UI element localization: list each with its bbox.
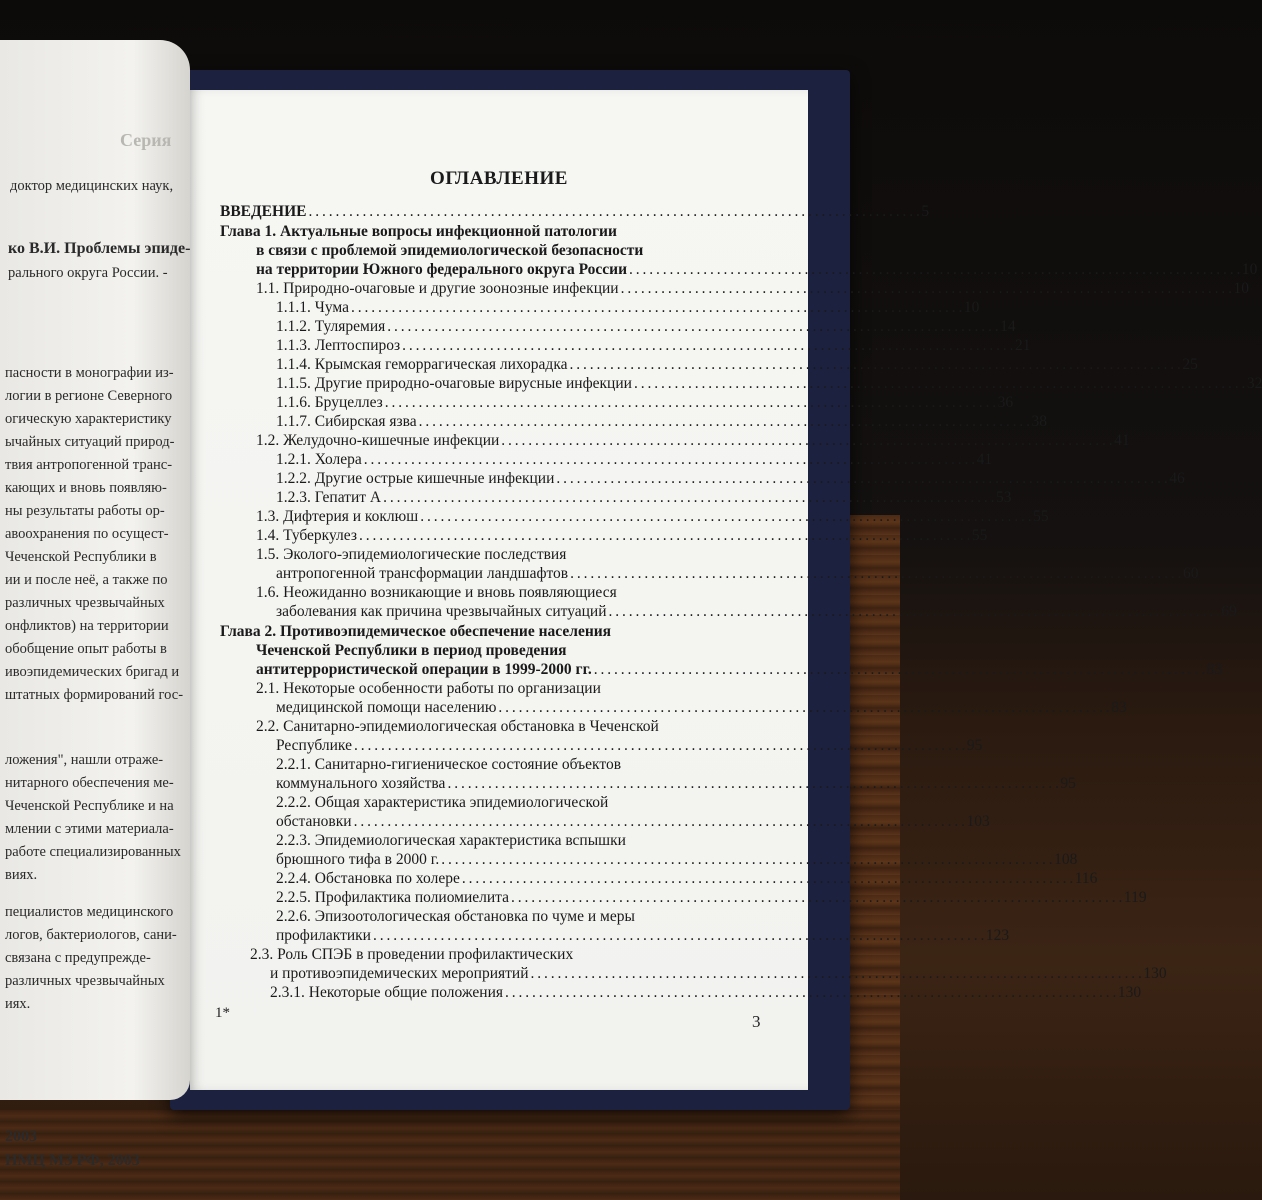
toc-entry-title: обстановки xyxy=(276,813,352,830)
toc-entry[interactable] xyxy=(276,317,1016,336)
toc-dot-leader xyxy=(354,812,965,831)
toc-dot-leader xyxy=(556,469,1167,488)
left-page-line: 2003 xyxy=(5,1128,37,1145)
toc-entry-title: 1.2.2. Другие острые кишечные инфекции xyxy=(276,470,555,487)
toc-dot-leader xyxy=(383,488,994,507)
toc-entry[interactable] xyxy=(276,736,983,755)
toc-entry-title: коммунального хозяйства xyxy=(276,775,446,792)
left-page-line: твия антропогенной транс- xyxy=(5,457,173,473)
toc-entry-page: 55 xyxy=(971,527,988,544)
toc-entry[interactable] xyxy=(276,869,1098,888)
toc-entry-page: 41 xyxy=(1114,432,1130,449)
signature-mark: 1* xyxy=(215,1005,230,1021)
toc-heading-line: 2.2.6. Эпизоотологическая обстановка по чуме и меры xyxy=(276,908,635,925)
toc-dot-leader xyxy=(609,602,1220,621)
toc-dot-leader xyxy=(359,526,970,545)
toc-entry-page: 55 xyxy=(1033,508,1049,525)
toc-dot-leader xyxy=(498,698,1109,717)
toc-dot-leader xyxy=(387,317,998,336)
left-page-line: ложения", нашли отраже- xyxy=(5,752,164,768)
toc-entry-page: 32 xyxy=(1246,375,1262,392)
toc-entry-page: 38 xyxy=(1031,413,1047,430)
toc-entry-title: 1.1.5. Другие природно-очаговые вирусные инфекции xyxy=(276,375,632,392)
toc-entry[interactable] xyxy=(276,488,1012,507)
toc-heading-line: Чеченской Республики в период проведения xyxy=(256,642,567,659)
toc-entry-page: 41 xyxy=(976,451,993,468)
left-page-line: Серия xyxy=(120,130,172,150)
toc-dot-leader xyxy=(594,660,1205,679)
left-page-line: кающих и вновь появляю- xyxy=(5,480,167,496)
toc-entry[interactable] xyxy=(276,393,1014,412)
toc-entry-page: 10 xyxy=(1241,261,1258,278)
toc-entry-page: 83 xyxy=(1206,661,1223,678)
toc-entry-page: 10 xyxy=(963,299,980,316)
toc-entry[interactable] xyxy=(276,412,1047,431)
toc-heading-line: 2.2.1. Санитарно-гигиеническое состояние объектов xyxy=(276,756,622,773)
toc-entry[interactable] xyxy=(276,450,993,469)
toc-entry[interactable] xyxy=(276,812,990,831)
toc-heading-line: 2.3. Роль СПЭБ в проведении профилактических xyxy=(250,946,574,963)
toc-entry-page: 46 xyxy=(1169,470,1185,487)
toc-entry-title: профилактики xyxy=(276,927,371,944)
toc-dot-leader xyxy=(570,564,1181,583)
toc-entry-title: 1.1. Природно-очаговые и другие зоонозные инфекции xyxy=(256,280,619,297)
right-page xyxy=(190,90,1262,1090)
toc-entry-page: 123 xyxy=(985,927,1010,944)
left-page-line: различных чрезвычайных xyxy=(5,595,165,611)
toc-dot-leader xyxy=(447,774,1058,793)
toc-dot-leader xyxy=(354,736,965,755)
toc-entry-title: 1.2.3. Гепатит А xyxy=(276,489,382,506)
toc-entry[interactable] xyxy=(256,507,1049,526)
left-page-line: ны результаты работы ор- xyxy=(5,503,165,519)
toc-entry-title: брюшного тифа в 2000 г. xyxy=(276,851,440,868)
toc-entry[interactable] xyxy=(276,355,1198,374)
left-page-line: различных чрезвычайных xyxy=(5,973,165,989)
toc-dot-leader xyxy=(308,202,919,221)
toc-heading-line: в связи с проблемой эпидемиологической безопасности xyxy=(256,242,644,259)
toc-entry[interactable] xyxy=(276,888,1147,907)
toc-heading-line: Глава 1. Актуальные вопросы инфекционной патологии xyxy=(220,223,617,240)
toc-entry[interactable] xyxy=(276,698,1127,717)
toc-entry-page: 25 xyxy=(1182,356,1198,373)
toc-entry[interactable] xyxy=(270,983,1142,1002)
toc-entry[interactable] xyxy=(256,279,1249,298)
toc-entry-page: 21 xyxy=(1015,337,1031,354)
left-page-line: ивоэпидемических бригад и xyxy=(5,664,180,680)
toc-entry-page: 103 xyxy=(966,813,990,830)
toc-entry[interactable] xyxy=(276,850,1078,869)
toc-entry-title: антропогенной трансформации ландшафтов xyxy=(276,565,569,582)
toc-entry-page: 130 xyxy=(1143,965,1167,982)
left-page-line: пециалистов медицинского xyxy=(5,904,174,920)
toc-entry-title: медицинской помощи населению xyxy=(276,699,497,716)
toc-dot-leader xyxy=(505,983,1116,1002)
toc-entry-title: 1.2. Желудочно-кишечные инфекции xyxy=(256,432,500,449)
toc-entry-title: 1.2.1. Холера xyxy=(276,451,362,468)
left-page-line: иях. xyxy=(5,996,31,1012)
page-title: ОГЛАВЛЕНИЕ xyxy=(430,168,568,189)
toc-entry-title: ВВЕДЕНИЕ xyxy=(220,203,307,220)
toc-heading-line: 2.2. Санитарно-эпидемиологическая обстановка в Чеченской xyxy=(256,718,659,735)
toc-entry[interactable] xyxy=(276,564,1199,583)
toc-heading-line: Глава 2. Противоэпидемическое обеспечение населения xyxy=(220,623,612,640)
toc-entry-title: на территории Южного федерального округа России xyxy=(256,261,628,278)
left-page-line: авоохранения по осущест- xyxy=(5,526,169,542)
toc-entry[interactable] xyxy=(276,926,1010,945)
toc-entry-title: 1.1.1. Чума xyxy=(276,299,349,316)
left-page-line: связана с предупрежде- xyxy=(5,950,151,966)
toc-entry-title: 1.1.3. Лептоспироз xyxy=(276,337,401,354)
toc-entry-title: 1.1.2. Туляремия xyxy=(276,318,386,335)
toc-entry[interactable] xyxy=(276,336,1031,355)
toc-dot-leader xyxy=(385,393,996,412)
toc-dot-leader xyxy=(634,374,1245,393)
left-page xyxy=(0,40,191,1169)
toc-heading-line: 1.5. Эколого-эпидемиологические последствия xyxy=(256,546,567,563)
toc-entry-page: 119 xyxy=(1123,889,1147,906)
toc-entry[interactable] xyxy=(256,526,988,545)
left-page-line: нитарного обеспечения ме- xyxy=(5,775,174,791)
toc-dot-leader xyxy=(531,964,1142,983)
toc-entry[interactable] xyxy=(276,774,1076,793)
toc-entry-page: 116 xyxy=(1074,870,1098,887)
toc-entry[interactable] xyxy=(270,964,1167,983)
toc-entry-page: 5 xyxy=(921,203,930,220)
toc-entry-title: 1.1.7. Сибирская язва xyxy=(276,413,417,430)
toc-entry[interactable] xyxy=(276,469,1185,488)
left-page-line: онфликтов) на территории xyxy=(5,618,169,634)
toc-dot-leader xyxy=(441,850,1052,869)
toc-dot-leader xyxy=(621,279,1232,298)
toc-entry[interactable] xyxy=(220,202,930,221)
toc-entry-title: 1.4. Туберкулез xyxy=(256,527,357,544)
toc-entry[interactable] xyxy=(276,298,980,317)
toc-entry-title: 2.2.5. Профилактика полиомиелита xyxy=(276,889,510,906)
left-page-line: штатных формирований гос- xyxy=(5,687,184,703)
toc-entry-page: 69 xyxy=(1221,603,1237,620)
toc-entry[interactable] xyxy=(256,660,1223,679)
left-page-line: рального округа России. - xyxy=(8,265,168,281)
left-page-line: пасности в монографии из- xyxy=(5,365,174,381)
toc-entry-title: Республике xyxy=(276,737,352,754)
toc-entry-title: 2.3.1. Некоторые общие положения xyxy=(270,984,504,1001)
toc-entry[interactable] xyxy=(276,374,1262,393)
left-page-line: работе специализированных xyxy=(5,844,181,860)
toc-entry-page: 14 xyxy=(1000,318,1016,335)
toc-dot-leader xyxy=(373,926,984,945)
toc-dot-leader xyxy=(511,888,1122,907)
toc-entry-title: заболевания как причина чрезвычайных ситуаций xyxy=(276,603,607,620)
left-page-line: логов, бактериологов, сани- xyxy=(5,927,177,943)
toc-entry[interactable] xyxy=(256,431,1130,450)
toc-heading-line: 2.2.3. Эпидемиологическая характеристика вспышки xyxy=(276,832,626,849)
toc-dot-leader xyxy=(402,336,1013,355)
toc-entry-page: 36 xyxy=(997,394,1014,411)
toc-entry-title: 1.1.4. Крымская геморрагическая лихорадка xyxy=(276,356,568,373)
left-page-line: ко В.И. Проблемы эпиде- xyxy=(8,240,191,257)
toc-entry-title: и противоэпидемических мероприятий xyxy=(270,965,529,982)
toc-dot-leader xyxy=(570,355,1181,374)
toc-entry-page: 10 xyxy=(1233,280,1249,297)
left-page-line: обобщение опыт работы в xyxy=(5,641,167,657)
toc-entry-page: 108 xyxy=(1054,851,1078,868)
left-page-line: огическую характеристику xyxy=(5,411,172,427)
toc-entry-page: 83 xyxy=(1111,699,1127,716)
toc-entry-title: антитеррористической операции в 1999-2000 гг. xyxy=(256,661,592,678)
left-page-line: НМЦ МЗ РФ, 2003 xyxy=(5,1152,140,1169)
toc-entry[interactable] xyxy=(256,260,1258,279)
toc-dot-leader xyxy=(420,507,1031,526)
toc-entry-page: 53 xyxy=(995,489,1012,506)
left-page-line: млении с этими материала- xyxy=(5,821,174,837)
left-page-line: Чеченской Республике и на xyxy=(5,798,174,814)
toc-entry-page: 95 xyxy=(1060,775,1076,792)
toc-entry-page: 130 xyxy=(1117,984,1142,1001)
left-page-line: виях. xyxy=(5,867,38,883)
left-page-line: Чеченской Республики в xyxy=(5,549,157,565)
toc-heading-line: 1.6. Неожиданно возникающие и вновь появляющиеся xyxy=(256,584,617,601)
toc-entry-title: 2.2.4. Обстановка по холере xyxy=(276,870,460,887)
left-page-line: логии в регионе Северного xyxy=(5,388,173,404)
toc-dot-leader xyxy=(462,869,1073,888)
toc-entry-title: 1.3. Дифтерия и коклюш xyxy=(256,508,419,525)
left-page-line: ии и после неё, а также по xyxy=(5,572,168,588)
toc-entry-page: 60 xyxy=(1183,565,1199,582)
toc-dot-leader xyxy=(419,412,1030,431)
toc-entry-title: 1.1.6. Бруцеллез xyxy=(276,394,383,411)
toc-dot-leader xyxy=(629,260,1240,279)
toc-dot-leader xyxy=(351,298,962,317)
toc-dot-leader xyxy=(501,431,1112,450)
toc-heading-line: 2.1. Некоторые особенности работы по организации xyxy=(256,680,601,697)
left-page-line: ычайных ситуаций природ- xyxy=(5,434,175,450)
toc-entry-page: 95 xyxy=(966,737,983,754)
left-page-line: доктор медицинских наук, xyxy=(10,178,174,194)
page-number: 3 xyxy=(752,1012,761,1031)
toc-dot-leader xyxy=(364,450,975,469)
toc-entry[interactable] xyxy=(276,602,1237,621)
toc-heading-line: 2.2.2. Общая характеристика эпидемиологической xyxy=(276,794,609,811)
